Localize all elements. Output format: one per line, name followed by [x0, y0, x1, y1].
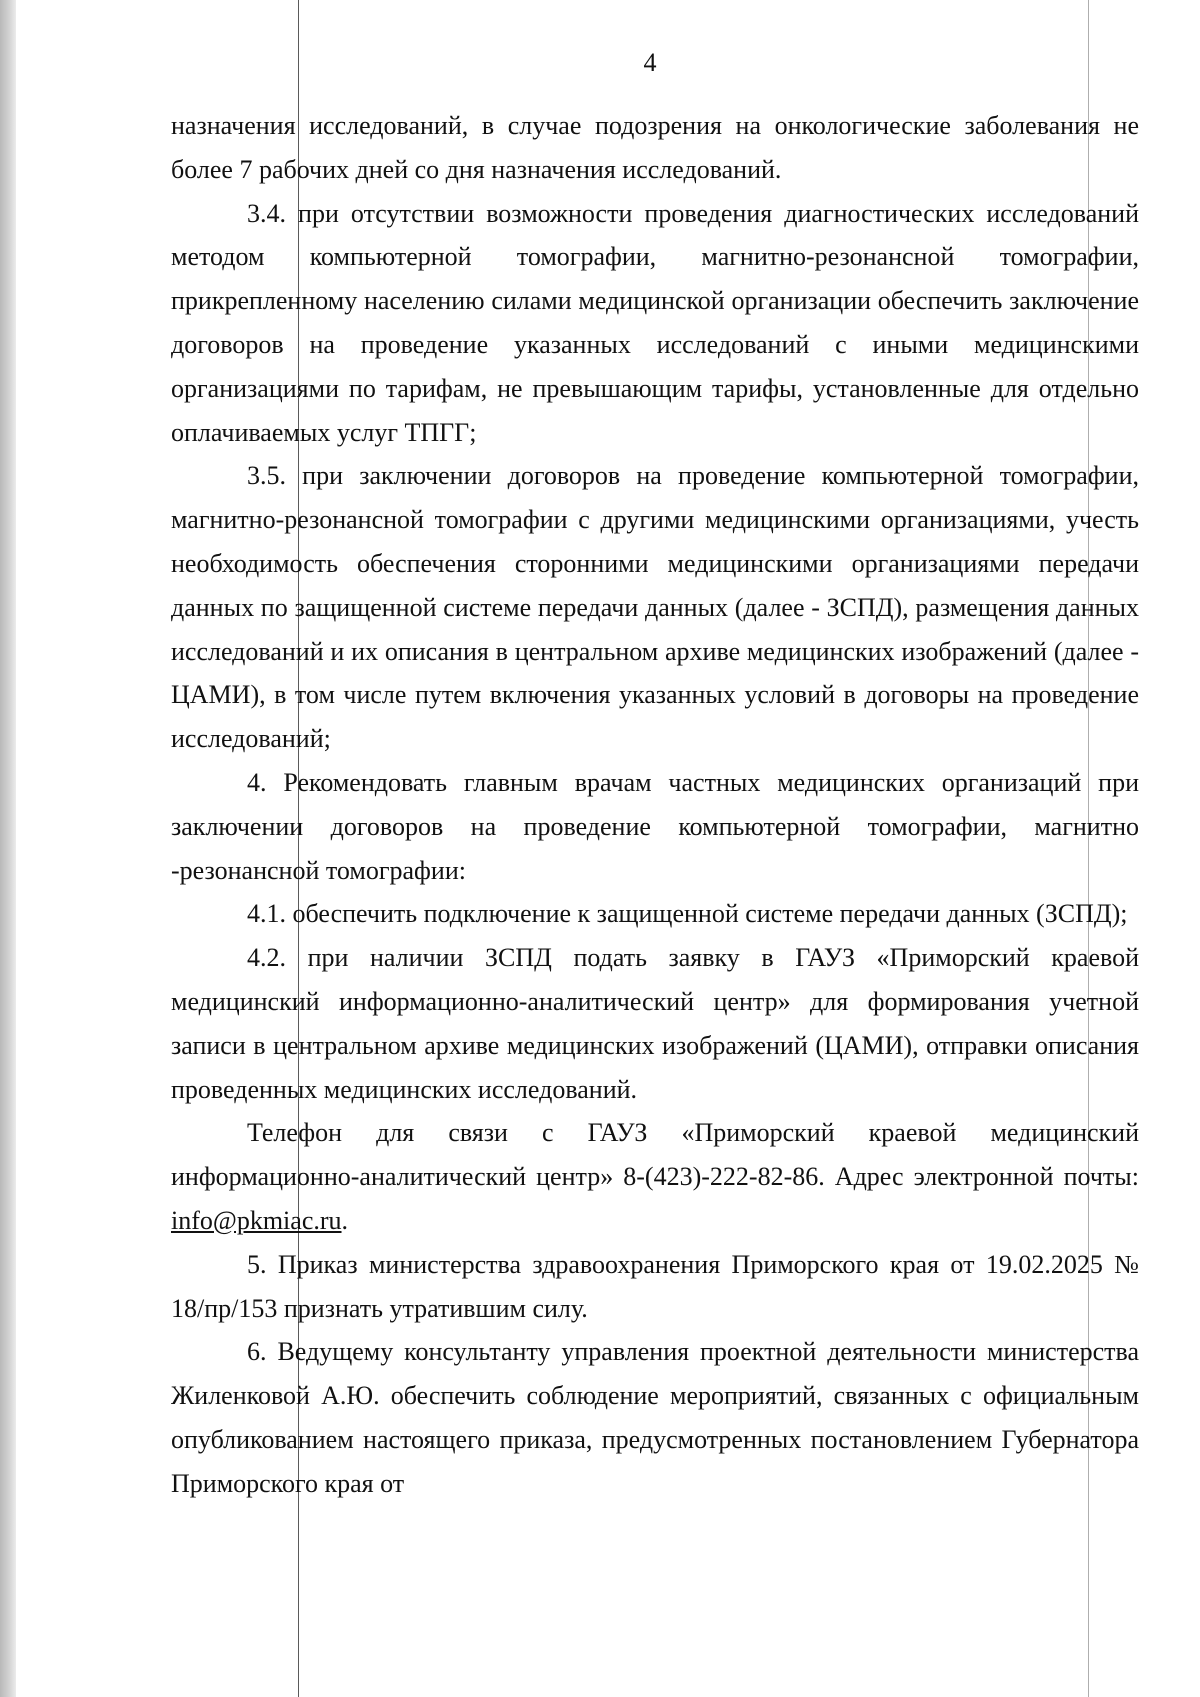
paragraph-4-1: 4.1. обеспечить подключение к защищенной системе передачи данных (ЗСПД);: [247, 899, 1128, 929]
contact-paragraph: [171, 1111, 1139, 1242]
page-number: 4: [643, 48, 657, 77]
paragraph-3-4: 3.4. при отсутствии возможности проведения диагностических исследований методом компьютерной томографии, магнитно-резонансной томографии, прикрепленному населению силами медицинской организации обеспечить заключение договоров на проведение указанных исследований с иными медицинскими организациями по тарифам, не превышающим тарифы, установленные для отдельно оплачиваемых услуг ТПГГ;: [171, 198, 1139, 447]
document-body: [171, 104, 1139, 1506]
contact-text: Телефон для связи с ГАУЗ «Приморский краевой медицинский информационно-аналитический центр» 8-(423)-222-82-86. Адрес электронной почты:: [171, 1118, 1139, 1192]
paragraph-6: 6. Ведущему консультанту управления проектной деятельности министерства Жиленковой А.Ю. обеспечить соблюдение мероприятий, связанных с официальным опубликованием настоящего приказа, предусмотренных постановлением Губернатора Приморского края от: [171, 1337, 1139, 1498]
paragraph-4: 4. Рекомендовать главным врачам частных медицинских организаций при заключении договоров на проведение компьютерной томографии, магнитно -резонансной томографии:: [171, 767, 1139, 885]
paragraph-continuation: назначения исследований, в случае подозрения на онкологические заболевания не более 7 рабочих дней со дня назначения исследований.: [171, 111, 1139, 184]
paragraph-3-5: 3.5. при заключении договоров на проведение компьютерной томографии, магнитно-резонансной томографии с другими медицинскими организациями, учесть необходимость обеспечения сторонними медицинскими организациями передачи данных по защищенной системе передачи данных (далее - ЗСПД), размещения данных исследований и их описания в центральном архиве медицинских изображений (далее - ЦАМИ), в том числе путем включения указанных условий в договоры на проведение исследований;: [171, 461, 1139, 754]
email-link[interactable]: info@pkmiac.ru: [171, 1205, 342, 1235]
scan-edge-shadow: [0, 0, 16, 1697]
paragraph-5: 5. Приказ министерства здравоохранения Приморского края от 19.02.2025 № 18/пр/153 признать утратившим силу.: [171, 1249, 1139, 1323]
paragraph-4-2: 4.2. при наличии ЗСПД подать заявку в ГАУЗ «Приморский краевой медицинский информационно-аналитический центр» для формирования учетной записи в центральном архиве медицинских изображений (ЦАМИ), отправки описания проведенных медицинских исследований.: [171, 943, 1139, 1104]
contact-text-end: .: [341, 1205, 349, 1235]
